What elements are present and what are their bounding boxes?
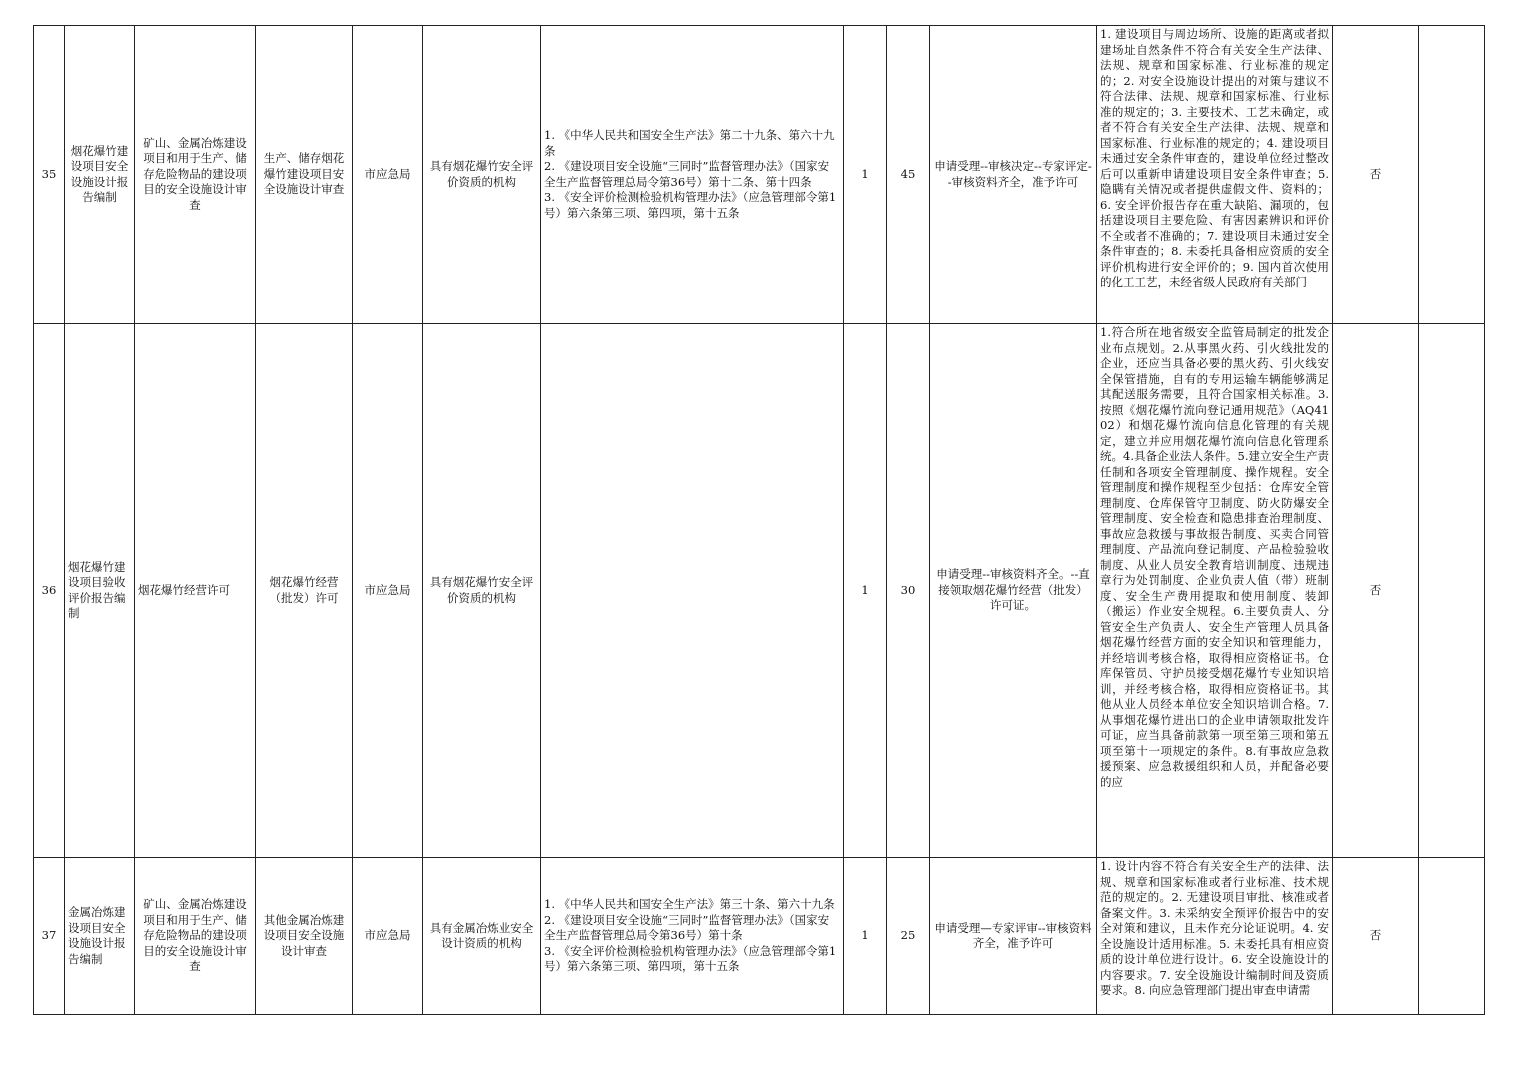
provider-cell: 具有烟花爆竹安全评价资质的机构 — [423, 26, 541, 324]
conditions-cell — [1097, 324, 1333, 858]
sub-item-cell: 其他金属冶炼建设项目安全设施设计审查 — [256, 858, 353, 1015]
count-cell: 1 — [844, 324, 887, 858]
table-row — [34, 26, 1485, 324]
conditions-text: 1.符合所在地省级安全监管局制定的批发企业布点规划。2.从事黑火药、引火线批发的企业，还应当具备必要的黑火药、引火线安全保管措施，自有的专用运输车辆能够满足其配送服务需要，且符合国家相关标准。3.按照《烟花爆竹流向登记通用规范》（AQ4102）和烟花爆竹流向信息化管理的有关规定，建立并应用烟花爆竹流向信息化管理系统。4.具备企业法人条件。5.建立安全生产责任制和各项安全管理制度、操作规程。安全管理制度和操作规程至少包括：仓库安全管理制度、仓库保管守卫制度、防火防爆安全管理制度、安全检查和隐患排查治理制度、事故应急救援与事故报告制度、买卖合同管理制度、产品流向登记制度、产品检验验收制度、从业人员安全教育培训制度、违规违章行为处罚制度、企业负责人值（带）班制度、安全生产费用提取和使用制度、装卸（搬运）作业安全规程。6.主要负责人、分管安全生产负责人、安全生产管理人员具备烟花爆竹经营方面的安全知识和管理能力，并经培训考核合格，取得相应资格证书。仓库保管员、守护员接受烟花爆竹专业知识培训，并经考核合格，取得相应资格证书。其他从业人员经本单位安全知识培训合格。7.从事烟花爆竹进出口的企业申请领取批发许可证，应当具备前款第一项至第三项和第五项至第十一项规定的条件。8.有事故应急救援预案、应急救援组织和人员，并配备必要的应 — [1100, 325, 1329, 789]
basis-cell — [541, 26, 844, 324]
empty-cell — [1419, 26, 1485, 324]
sub-item-cell: 生产、储存烟花爆竹建设项目安全设施设计审查 — [256, 26, 353, 324]
seq-cell: 35 — [34, 26, 65, 324]
empty-cell — [1419, 858, 1485, 1015]
conditions-cell — [1097, 858, 1333, 1015]
count-cell: 1 — [844, 26, 887, 324]
seq-cell: 36 — [34, 324, 65, 858]
charge-cell: 否 — [1333, 324, 1419, 858]
table-row — [34, 324, 1485, 858]
sub-item-cell: 烟花爆竹经营（批发）许可 — [256, 324, 353, 858]
charge-cell: 否 — [1333, 26, 1419, 324]
service-name-cell: 金属冶炼建设项目安全设施设计报告编制 — [65, 858, 135, 1015]
basis-cell — [541, 324, 844, 858]
provider-cell: 具有金属冶炼业安全设计资质的机构 — [423, 858, 541, 1015]
provider-cell: 具有烟花爆竹安全评价资质的机构 — [423, 324, 541, 858]
approval-item-cell: 矿山、金属冶炼建设项目和用于生产、储存危险物品的建设项目的安全设施设计审查 — [135, 26, 256, 324]
table-row — [34, 858, 1485, 1015]
department-cell: 市应急局 — [353, 858, 423, 1015]
basis-line: 1. 《中华人民共和国安全生产法》第二十九条、第六十九条 — [544, 128, 835, 158]
basis-line: 2. 《建设项目安全设施“三同时”监督管理办法》（国家安全生产监督管理总局令第36号）第十条 — [544, 912, 830, 943]
basis-line: 3. 《安全评价检测检验机构管理办法》（应急管理部令第1号）第六条第三项、第四项，第十五条 — [544, 190, 837, 220]
service-name-cell: 烟花爆竹建设项目安全设施设计报告编制 — [65, 26, 135, 324]
basis-line: 1. 《中华人民共和国安全生产法》第三十条、第六十九条 — [544, 897, 835, 912]
department-cell: 市应急局 — [353, 324, 423, 858]
days-cell: 45 — [887, 26, 930, 324]
count-cell: 1 — [844, 858, 887, 1015]
service-name-cell: 烟花爆竹建设项目验收评价报告编制 — [65, 324, 135, 858]
empty-cell — [1419, 324, 1485, 858]
process-cell: 申请受理--审核决定--专家评定--审核资料齐全，准予许可 — [930, 26, 1097, 324]
seq-cell: 37 — [34, 858, 65, 1015]
charge-cell: 否 — [1333, 858, 1419, 1015]
service-items-table — [33, 25, 1485, 1015]
approval-item-cell: 矿山、金属冶炼建设项目和用于生产、储存危险物品的建设项目的安全设施设计审查 — [135, 858, 256, 1015]
basis-cell — [541, 858, 844, 1015]
days-cell: 25 — [887, 858, 930, 1015]
basis-line: 3. 《安全评价检测检验机构管理办法》（应急管理部令第1号）第六条第三项、第四项，第十五条 — [544, 943, 837, 974]
process-cell: 申请受理—专家评审--审核资料齐全，准予许可 — [930, 858, 1097, 1015]
conditions-cell — [1097, 26, 1333, 324]
approval-item-cell: 烟花爆竹经营许可 — [135, 324, 256, 858]
department-cell: 市应急局 — [353, 26, 423, 324]
days-cell: 30 — [887, 324, 930, 858]
conditions-text: 1. 建设项目与周边场所、设施的距离或者拟建场址自然条件不符合有关安全生产法律、法规、规章和国家标准、行业标准的规定的；2. 对安全设施设计提出的对策与建议不符合法律、法规、规章和国家标准、行业标准的规定的；3. 主要技术、工艺未确定，或者不符合有关安全生产法律、法规、规章和国家标准、行业标准的规定的；4. 建设项目未通过安全条件审查的，建设单位经过整改后可以重新申请建设项目安全条件审查；5. 隐瞒有关情况或者提供虚假文件、资料的；6. 安全评价报告存在重大缺陷、漏项的，包括建设项目主要危险、有害因素辨识和评价不全或者不准确的；7. 建设项目未通过安全条件审查的；8. 未委托具备相应资质的安全评价机构进行安全评价的；9. 国内首次使用的化工工艺，未经省级人民政府有关部门 — [1100, 27, 1329, 289]
process-cell: 申请受理--审核资料齐全。--直接领取烟花爆竹经营（批发）许可证。 — [930, 324, 1097, 858]
conditions-text: 1. 设计内容不符合有关安全生产的法律、法规、规章和国家标准或者行业标准、技术规范的规定的。2. 无建设项目审批、核准或者备案文件。3. 未采纳安全预评价报告中的安全对策和建议，且未作充分论证说明。4. 安全设施设计适用标准。5. 未委托具有相应资质的设计单位进行设计。6. 安全设施设计的内容要求。7. 安全设施设计编制时间及资质要求。8. 向应急管理部门提出审查申请需 — [1100, 859, 1329, 997]
basis-line: 2. 《建设项目安全设施“三同时”监督管理办法》（国家安全生产监督管理总局令第36号）第十二条、第十四条 — [544, 159, 830, 189]
